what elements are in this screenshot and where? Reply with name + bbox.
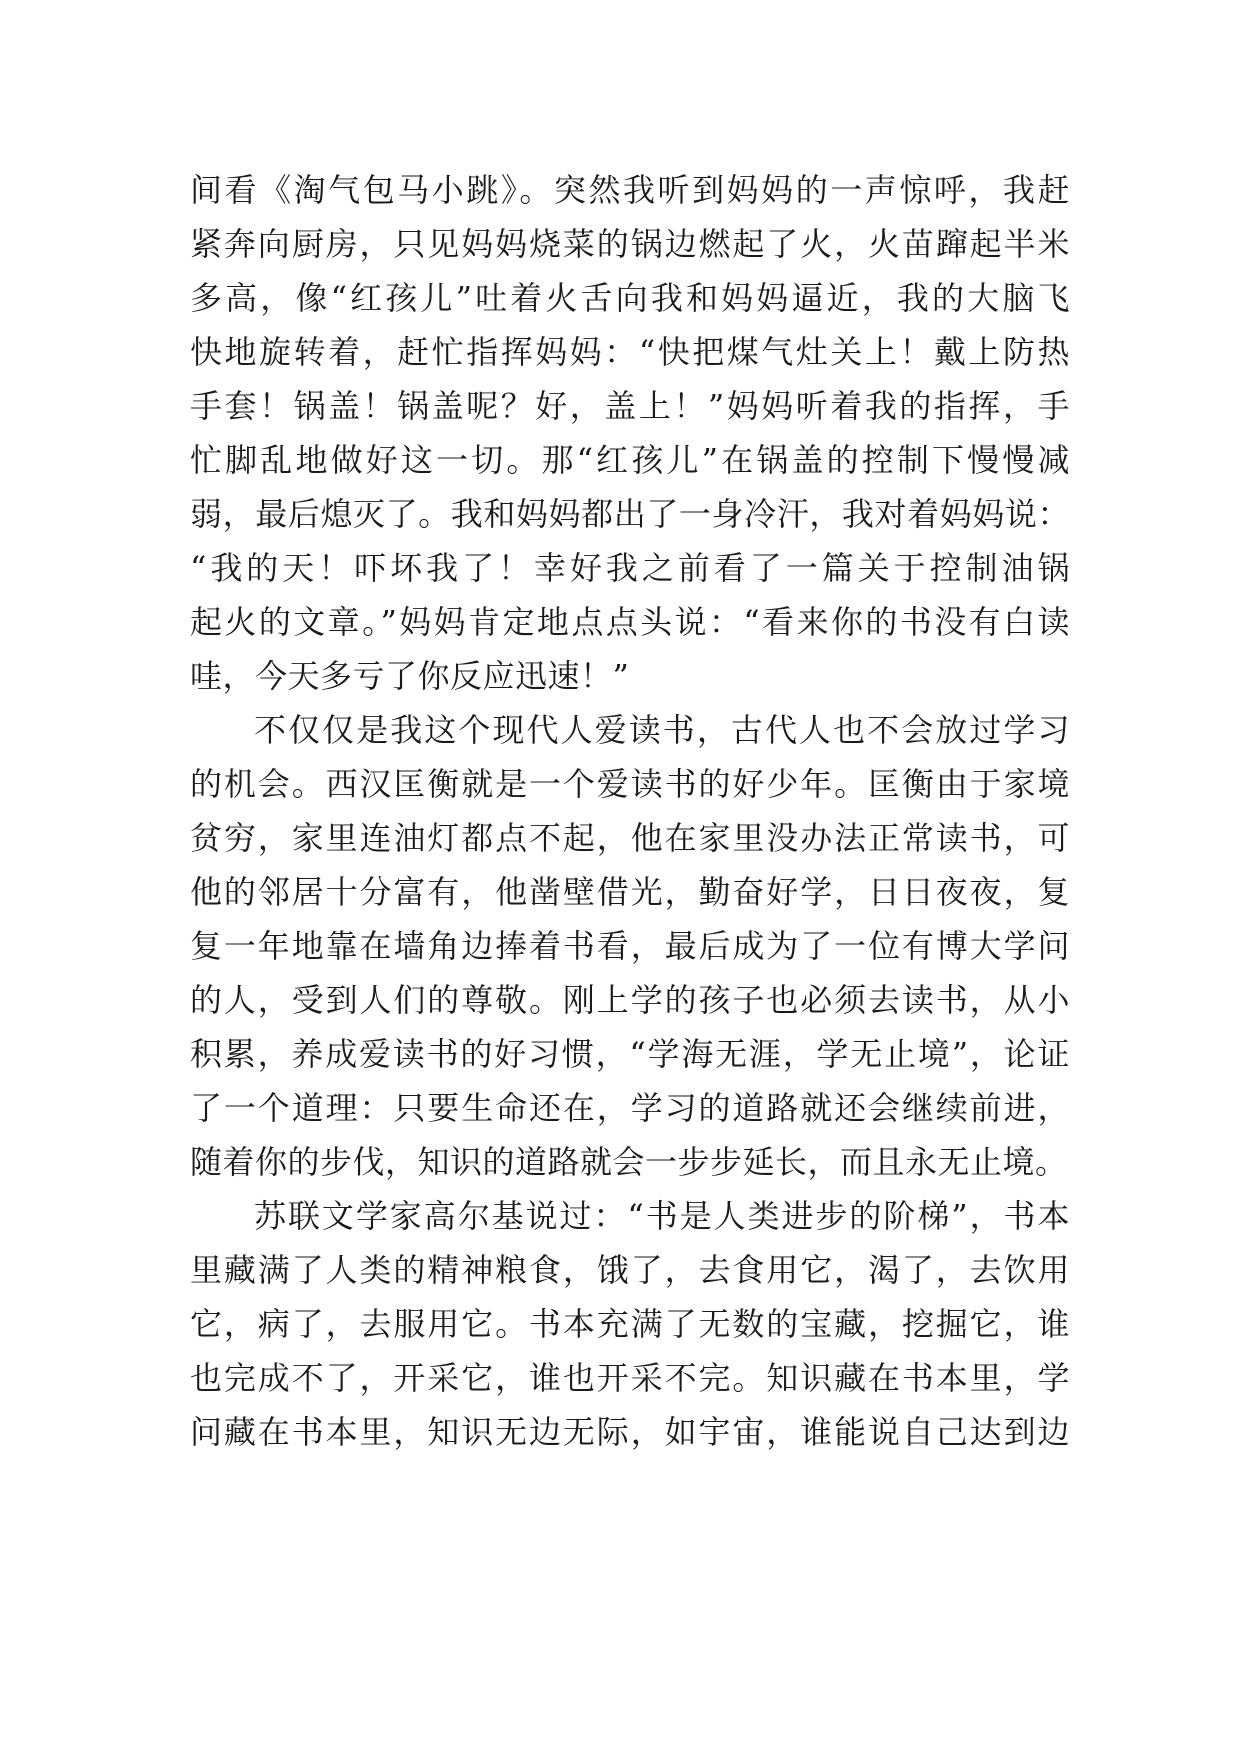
text-line: 它，病了，去服用它。书本充满了无数的宝藏，挖掘它，谁: [190, 1305, 1070, 1343]
text-line: 紧奔向厨房，只见妈妈烧菜的锅边燃起了火，火苗蹿起半米: [190, 225, 1070, 263]
paragraph: [190, 1189, 1070, 1459]
text-line: 起火的文章。”妈妈肯定地点点头说：“看来你的书没有白读: [190, 603, 1070, 641]
text-line: 的机会。西汉匡衡就是一个爱读书的好少年。匡衡由于家境: [190, 765, 1070, 803]
text-line: 也完成不了，开采它，谁也开采不完。知识藏在书本里，学: [190, 1359, 1070, 1397]
text-line: 不仅仅是我这个现代人爱读书，古代人也不会放过学习: [254, 711, 1070, 749]
paragraph: [190, 163, 1070, 703]
text-line: 的人，受到人们的尊敬。刚上学的孩子也必须去读书，从小: [190, 981, 1070, 1019]
text-line: 苏联文学家高尔基说过：“书是人类进步的阶梯”，书本: [254, 1197, 1070, 1235]
text-line: 间看《淘气包马小跳》。突然我听到妈妈的一声惊呼，我赶: [190, 171, 1070, 209]
text-line: 多高，像“红孩儿”吐着火舌向我和妈妈逼近，我的大脑飞: [190, 279, 1070, 317]
text-line: 贫穷，家里连油灯都点不起，他在家里没办法正常读书，可: [190, 819, 1070, 857]
text-line: 问藏在书本里，知识无边无际，如宇宙，谁能说自己达到边: [190, 1413, 1070, 1451]
text-line: 复一年地靠在墙角边捧着书看，最后成为了一位有博大学问: [190, 927, 1070, 965]
text-line: 积累，养成爱读书的好习惯，“学海无涯，学无止境”，论证: [190, 1035, 1070, 1073]
text-line: 忙脚乱地做好这一切。那“红孩儿”在锅盖的控制下慢慢减: [190, 441, 1070, 479]
text-line: 弱，最后熄灭了。我和妈妈都出了一身冷汗，我对着妈妈说：: [190, 495, 1070, 533]
paragraph: [190, 703, 1070, 1189]
text-line: 他的邻居十分富有，他凿壁借光，勤奋好学，日日夜夜，复: [190, 873, 1070, 911]
text-line: 了一个道理：只要生命还在，学习的道路就还会继续前进，: [190, 1089, 1070, 1127]
text-line: 随着你的步伐，知识的道路就会一步步延长，而且永无止境。: [190, 1143, 1068, 1181]
text-line: 手套！锅盖！锅盖呢？好，盖上！”妈妈听着我的指挥，手: [190, 387, 1070, 425]
text-line: 快地旋转着，赶忙指挥妈妈：“快把煤气灶关上！戴上防热: [190, 333, 1070, 371]
text-line: “我的天！吓坏我了！幸好我之前看了一篇关于控制油锅: [190, 549, 1070, 587]
text-line: 哇，今天多亏了你反应迅速！”: [190, 657, 630, 695]
text-line: 里藏满了人类的精神粮食，饿了，去食用它，渴了，去饮用: [190, 1251, 1070, 1289]
body-text: [190, 163, 1070, 1459]
